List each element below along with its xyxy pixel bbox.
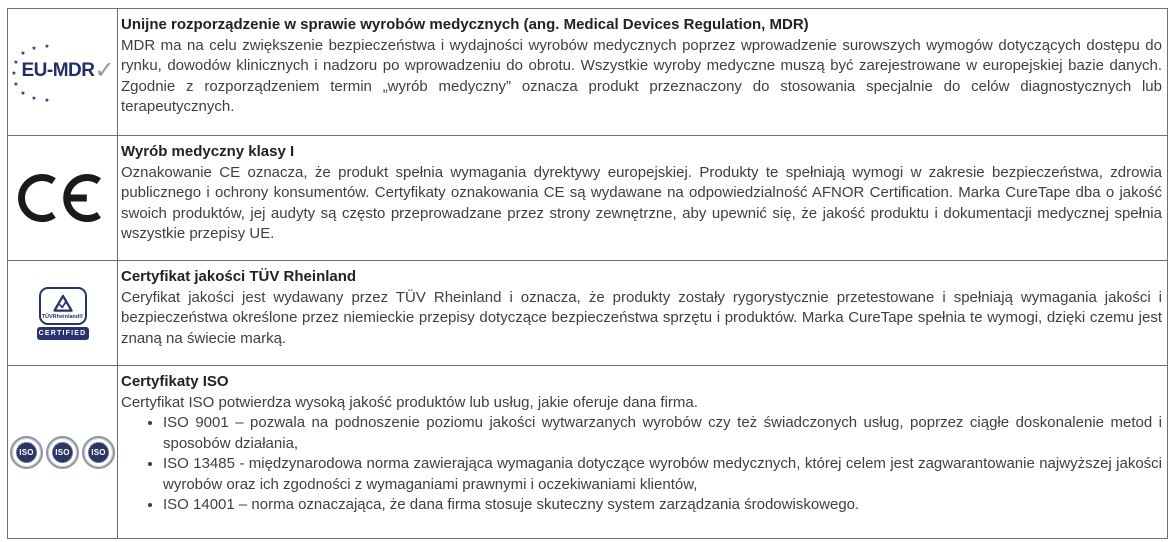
iso-badge-label: ISO bbox=[88, 442, 109, 463]
iso-bullet-item: • ISO 9001 – pozwala na podnoszenie poziomu jakości wytwarzanych wyrobów czy też świadczonych usług, poprzez ciągłe doskonalenie metod i sposobów działania, bbox=[163, 413, 1162, 454]
table-row-eu-mdr bbox=[8, 9, 1167, 136]
table-row-iso bbox=[8, 366, 1167, 538]
eu-mdr-logo bbox=[11, 40, 115, 104]
tuv-card bbox=[39, 287, 87, 325]
iso-badge-label: ISO bbox=[16, 442, 37, 463]
svg-text:★: ★ bbox=[10, 70, 17, 77]
row-body: Oznakowanie CE oznacza, że produkt spełnia wymagania dyrektywy europejskiej. Produkty te spełniają wymogi w zakresie bezpieczeństwa, zdrowia publicznego i ochrony konsumentów. Certyfikaty oznakowania CE są wydawane na odpowiedzialność AFNOR Certification. Marka CureTape dba o jakość swoich produktów, jej audyty są często przeprowadzane przez strony zewnętrzne, aby upewnić się, że jakość produktu i dokumentacji medycznej spełnia wszystkie przepisy UE. bbox=[121, 163, 1162, 242]
svg-text:★: ★ bbox=[43, 97, 50, 104]
tuv-logo-cell bbox=[8, 261, 118, 365]
row-title: Wyrób medyczny klasy I bbox=[121, 143, 295, 160]
svg-text:★: ★ bbox=[43, 43, 50, 50]
certifications-table bbox=[7, 8, 1168, 539]
svg-text:★: ★ bbox=[30, 45, 37, 52]
tuv-text-cell bbox=[118, 261, 1167, 365]
svg-text:★: ★ bbox=[30, 95, 37, 102]
eu-mdr-logo-text: EU-MDR bbox=[21, 60, 95, 81]
tuv-certified-badge bbox=[37, 287, 89, 340]
tuv-triangle-icon bbox=[52, 294, 74, 313]
table-row-tuv bbox=[8, 261, 1167, 366]
check-icon: ✓ bbox=[94, 57, 115, 84]
svg-text:★: ★ bbox=[12, 59, 19, 66]
row-title: Certyfikaty ISO bbox=[121, 373, 229, 390]
iso-badge-icon bbox=[10, 436, 43, 469]
ce-logo-cell bbox=[8, 136, 118, 260]
svg-text:★: ★ bbox=[12, 81, 19, 88]
iso-badges bbox=[10, 436, 115, 469]
iso-bullet-item: • ISO 14001 – norma oznaczająca, że dana firma stosuje skuteczny system zarządzania środowiskowego. bbox=[163, 495, 1162, 516]
row-title: Certyfikat jakości TÜV Rheinland bbox=[121, 268, 357, 285]
ce-mark-icon bbox=[17, 169, 109, 227]
table-row-ce bbox=[8, 136, 1167, 261]
iso-bullet-list bbox=[121, 413, 1162, 516]
iso-badge-icon bbox=[82, 436, 115, 469]
eu-mdr-logo-cell bbox=[8, 9, 118, 135]
iso-text-cell bbox=[118, 366, 1167, 538]
ce-text-cell bbox=[118, 136, 1167, 260]
row-body: MDR ma na celu zwiększenie bezpieczeństwa i wydajności wyrobów medycznych poprzez wprowadzenie surowszych wymogów dotyczących dostępu do rynku, dowodów klinicznych i nadzoru po wprowadzeniu do obrotu. Wszystkie wyroby medyczne muszą być zarejestrowane w europejskiej bazie danych. Zgodnie z rozporządzeniem termin „wyrób medyczny” oznacza produkt przeznaczony do stosowania specjalnie do celów diagnostycznych lub terapeutycznych. bbox=[121, 36, 1162, 115]
svg-text:★: ★ bbox=[19, 90, 26, 97]
iso-badge-label: ISO bbox=[52, 442, 73, 463]
row-body: Certyfikat ISO potwierdza wysoką jakość produktów lub usług, jakie oferuje dana firma. bbox=[121, 393, 698, 411]
row-body: Ceryfikat jakości jest wydawany przez TÜV Rheinland i oznacza, że produkty zostały rygorystycznie przetestowane i spełniają wymagania jakości i bezpieczeństwa określone przez niemieckie przepisy dotyczące bezpieczeństwa sprzętu i produktów. Marka CureTape spełnia te wymogi, dzięki czemu jest znaną na świecie marką. bbox=[121, 288, 1162, 347]
eu-mdr-text-cell bbox=[118, 9, 1167, 135]
tuv-brand-text: TÜVRheinland® bbox=[41, 313, 84, 320]
iso-bullet-item: • ISO 13485 - międzynarodowa norma zawierająca wymagania dotyczące wyrobów medycznych, której celem jest zagwarantowanie najwyższej jakości wyrobów oraz ich zgodności z wymaganiami prawnymi i oczekiwaniami klientów, bbox=[163, 454, 1162, 495]
iso-logo-cell bbox=[8, 366, 118, 538]
svg-text:★: ★ bbox=[19, 50, 26, 57]
tuv-certified-banner: CERTIFIED bbox=[37, 327, 89, 340]
iso-badge-icon bbox=[46, 436, 79, 469]
row-title: Unijne rozporządzenie w sprawie wyrobów medycznych (ang. Medical Devices Regulation, MDR) bbox=[121, 16, 809, 33]
